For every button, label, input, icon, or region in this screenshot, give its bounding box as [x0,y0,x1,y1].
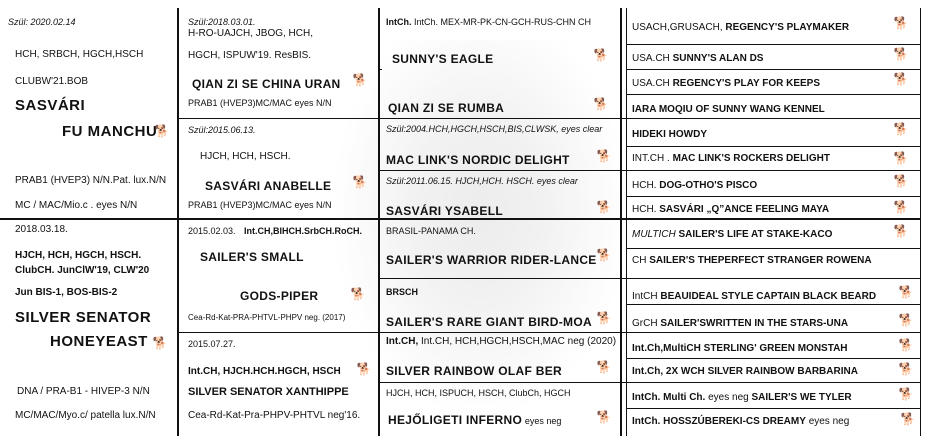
birth-date: 2015.07.27. [188,339,236,349]
dog-icon: 🐕 [152,336,168,350]
dog-name: SILVER RAINBOW OLAF BER [386,364,563,378]
birth-date: Szül: 2020.02.14 [8,17,76,27]
dog-icon: 🐕 [596,248,612,262]
dog-icon: 🐕 [898,313,914,327]
divider [178,118,380,119]
titles: BRASIL-PANAMA CH. [386,226,476,236]
birth-date: Szül:2015.06.13. [188,125,256,135]
gen4-entry: USACH,GRUSACH, REGENCY'S PLAYMAKER [632,22,850,33]
divider [627,304,921,305]
gen4-entry: IntCh. HOSSZÚBEREKI-CS DREAMY eyes neg [632,416,850,427]
dog-icon: 🐕 [352,175,368,189]
health: PRAB1 (HVEP3)MC/MAC eyes N/N [188,98,332,108]
dog-icon: 🐕 [893,122,909,136]
divider [380,170,921,171]
dog-icon: 🐕 [898,387,914,401]
divider [380,278,921,279]
dog-icon: 🐕 [893,16,909,30]
dog-icon: 🐕 [596,200,612,214]
titles: Int.CH, HJCH.HCH.HGCH, HSCH [188,366,341,377]
divider [627,248,921,249]
divider [626,8,627,436]
dog-icon: 🐕 [596,149,612,163]
divider [627,358,921,359]
gen4-entry: IntCH BEAUIDEAL STYLE CAPTAIN BLACK BEARD [632,291,877,302]
titles: HGCH, ISPUW'19. ResBIS. [188,50,312,61]
dog-icon: 🐕 [898,362,914,376]
dog-name: SASVÁRI YSABELL [386,204,503,218]
titles: Int.CH,BIHCH.SrbCH.RoCH. [244,226,362,236]
health: PRAB1 (HVEP3)MC/MAC eyes N/N [188,200,332,210]
titles: Int.CH, Int.CH, HCH,HGCH,HSCH,MAC neg (2020) [386,336,617,347]
dog-name: HONEYEAST [50,333,148,350]
dog-icon: 🐕 [893,72,909,86]
dog-name: SILVER SENATOR XANTHIPPE [188,386,349,398]
divider [380,332,921,333]
dog-name: MAC LINK'S NORDIC DELIGHT [386,153,570,167]
titles: Szül:2004.HCH,HGCH,HSCH,BIS,CLWSK, eyes clear [386,124,603,134]
dog-name: SAILER'S RARE GIANT BIRD-MOA [386,315,592,329]
divider [378,8,380,436]
titles: Jun BIS-1, BOS-BIS-2 [15,287,118,298]
dog-icon: 🐕 [593,97,609,111]
gen4-entry: Int.Ch,MultiCH STERLING' GREEN MONSTAH [632,343,848,354]
dog-icon: 🐕 [596,360,612,374]
dog-name: FU MANCHU [62,123,158,140]
titles: Szül:2011.06.15. HJCH,HCH. HSCH. eyes clear [386,176,578,186]
gen4-entry: IARA MOQIU OF SUNNY WANG KENNEL [632,104,825,115]
health: MC / MAC/Mio.c . eyes N/N [15,200,138,211]
divider [627,94,921,95]
dog-icon: 🐕 [898,285,914,299]
dog-name: SUNNY'S EAGLE [392,52,494,66]
divider [920,8,921,436]
divider [178,332,380,333]
health: Cea-Rd-Kat-PRA-PHTVL-PHPV neg. (2017) [188,313,346,322]
gen4-entry: HCH. SASVÁRI „Q”ANCE FEELING MAYA [632,204,830,215]
birth-date: 2018.03.18. [15,224,68,235]
dog-icon: 🐕 [893,174,909,188]
gen4-entry: HCH. DOG-OTHO'S PISCO [632,180,758,191]
titles: HCH, SRBCH, HGCH,HSCH [15,49,144,60]
health: MC/MAC/Myo.c/ patella lux.N/N [15,410,156,421]
dog-name-line: HEJŐLIGETI INFERNO eyes neg [388,413,562,427]
gen4-entry: Int.Ch, 2X WCH SILVER RAINBOW BARBARINA [632,366,858,377]
gen4-entry: IntCh. Multi Ch. eyes neg SAILER'S WE TYLER [632,392,852,403]
dog-icon: 🐕 [154,124,170,138]
divider [620,8,622,436]
divider [380,118,921,119]
dog-icon: 🐕 [900,412,916,426]
titles: H-RO-UAJCH, JBOG, HCH, [188,28,313,39]
divider [380,382,921,383]
divider [380,69,382,70]
divider [627,69,921,70]
gen4-entry: INT.CH . MAC LINK'S ROCKERS DELIGHT [632,153,830,164]
divider [627,408,921,409]
titles: CLUBW'21.BOB [15,76,89,87]
birth-date: Szül:2018.03.01. [188,17,256,27]
titles: BRSCH [386,287,419,297]
titles: ClubCH. JunClW'19, CLW'20 [15,265,150,276]
titles: IntCh. IntCh. MEX-MR-PK-CN-GCH-RUS-CHN CH [386,17,592,27]
dog-name: SASVÁRI ANABELLE [205,179,332,193]
dog-name: SAILER'S WARRIOR RIDER-LANCE [386,253,597,267]
gen4-entry: HIDEKI HOWDY [632,129,707,140]
health: PRAB1 (HVEP3) N/N.Pat. lux.N/N [15,175,167,186]
health: Cea-Rd-Kat-Pra-PHPV-PHTVL neg'16. [188,410,361,421]
dog-icon: 🐕 [593,48,609,62]
health: DNA / PRA-B1 - HIVEP-3 N/N [17,386,150,397]
birth-date: 2015.02.03. [188,226,236,236]
gen4-entry: MULTICH SAILER'S LIFE AT STAKE-KACO [632,229,833,240]
dog-icon: 🐕 [893,224,909,238]
dog-icon: 🐕 [596,410,612,424]
divider [0,218,921,220]
dog-icon: 🐕 [898,338,914,352]
gen4-entry: GrCH SAILER'SWRITTEN IN THE STARS-UNA [632,318,849,329]
gen4-entry: USA.CH SUNNY'S ALAN DS [632,53,764,64]
dog-icon: 🐕 [893,151,909,165]
dog-icon: 🐕 [356,362,372,376]
titles: HJCH, HCH, HGCH, HSCH. [15,250,142,261]
dog-icon: 🐕 [893,200,909,214]
titles: HJCH, HCH, ISPUCH, HSCH, ClubCh, HGCH [386,388,571,398]
background-dog-watermark [330,40,630,420]
divider [627,146,921,147]
dog-name: QIAN ZI SE CHINA URAN [192,77,341,91]
dog-icon: 🐕 [596,311,612,325]
gen4-entry: USA.CH REGENCY'S PLAY FOR KEEPS [632,78,820,89]
dog-icon: 🐕 [350,287,366,301]
dog-name: GODS-PIPER [240,289,319,303]
dog-icon: 🐕 [352,73,368,87]
divider [177,8,179,436]
divider [627,196,921,197]
dog-icon: 🐕 [893,47,909,61]
dog-name: SAILER'S SMALL [200,250,304,264]
titles: HJCH, HCH, HSCH. [200,151,291,162]
divider [627,44,921,45]
dog-name: SASVÁRI [15,97,86,114]
dog-name: SILVER SENATOR [15,309,152,326]
gen4-entry: CH SAILER'S THEPERFECT STRANGER ROWENA [632,255,872,266]
dog-name: QIAN ZI SE RUMBA [388,101,505,115]
